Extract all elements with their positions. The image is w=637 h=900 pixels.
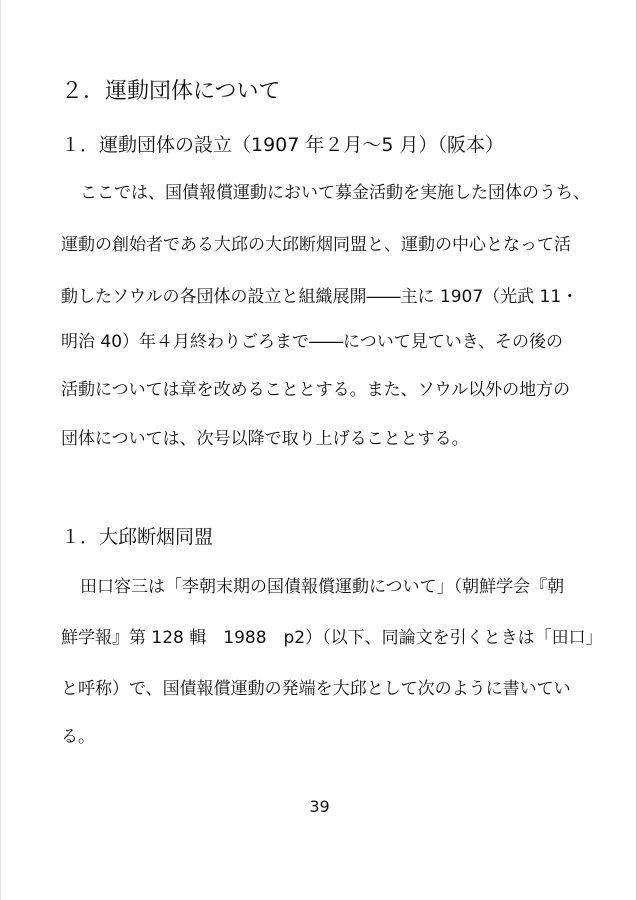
paragraph-line: 団体については、次号以降で取り上げることとする。 <box>61 429 469 449</box>
subsection-heading-establishment: １．運動団体の設立（1907 年２月～5 月）（阪本） <box>61 134 505 156</box>
section-heading: ２．運動団体について <box>61 79 281 104</box>
paragraph-line: 明治 40）年４月終わりごろまで――について見ていき、その後の <box>61 332 564 352</box>
subsection-heading-daegu: １．大邱断烟同盟 <box>61 526 214 548</box>
page-number: 39 <box>309 797 330 816</box>
paragraph-line: ここでは、国債報償運動において募金活動を実施した団体のうち、 <box>80 183 590 203</box>
paragraph-line: 田口容三は「李朝末期の国債報償運動について」（朝鮮学会『朝 <box>80 577 565 597</box>
paragraph-line: る。 <box>61 727 95 747</box>
paragraph-line: 動したソウルの各団体の設立と組織展開――主に 1907（光武 11・ <box>61 287 579 307</box>
paragraph-line: 鮮学報』第 128 輯 1988 p2）（以下、同論文を引くときは「田口」 <box>61 628 603 648</box>
paragraph-line: 活動については章を改めることとする。また、ソウル以外の地方の <box>61 380 571 400</box>
paragraph-line: 運動の創始者である大邱の大邱断烟同盟と、運動の中心となって活 <box>61 235 571 255</box>
paragraph-line: と呼称）で、国債報償運動の発端を大邱として次のように書いてい <box>61 679 571 699</box>
